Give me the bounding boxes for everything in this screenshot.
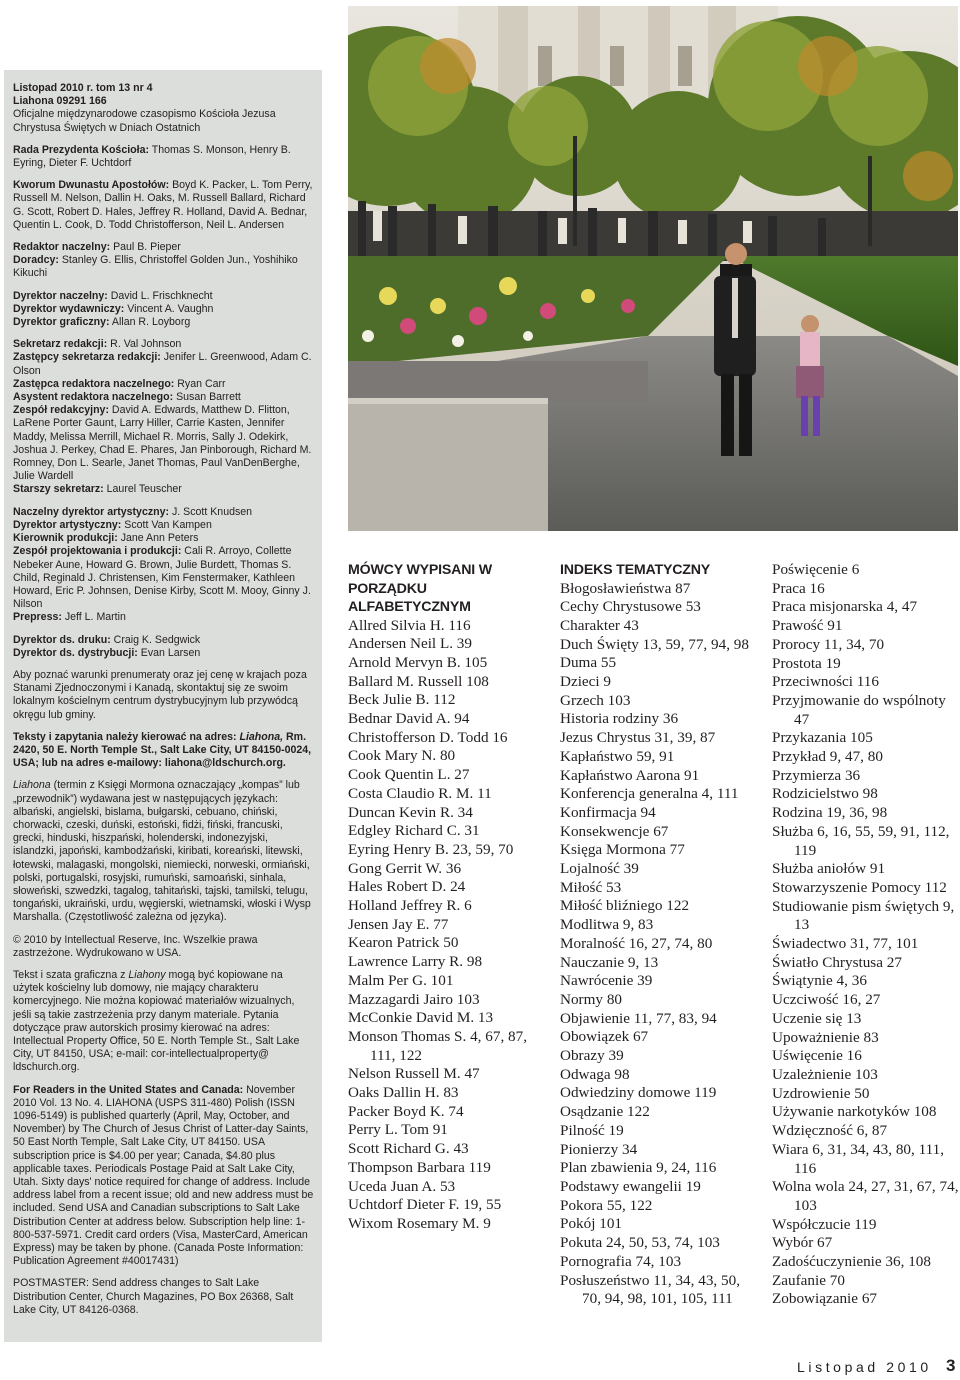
topic-entry: Pionierzy 34 xyxy=(560,1140,638,1158)
topic-entry: Przyjmowanie do wspólnoty 47 xyxy=(772,691,946,728)
speaker-entry: Jensen Jay E. 77 xyxy=(348,915,449,933)
topic-entry: Kapłaństwo Aarona 91 xyxy=(560,766,700,784)
topic-entry: Duma 55 xyxy=(560,654,617,672)
speaker-entry: Cook Quentin L. 27 xyxy=(348,766,470,784)
speaker-entry: Kearon Patrick 50 xyxy=(348,934,459,952)
speaker-entry: Eyring Henry B. 23, 59, 70 xyxy=(348,840,514,858)
managing-editor: Sekretarz redakcji: R. Val Johnson xyxy=(13,338,182,351)
speaker-entry: Nelson Russell M. 47 xyxy=(348,1065,480,1083)
speaker-entry: Thompson Barbara 119 xyxy=(348,1158,491,1176)
topic-entry: Charakter 43 xyxy=(560,616,639,634)
topic-entry: Światło Chrystusa 27 xyxy=(772,953,902,971)
topic-entry: Uzależnienie 103 xyxy=(772,1065,878,1083)
topic-entry: Konfirmacja 94 xyxy=(560,803,656,821)
editor: Redaktor naczelny: Paul B. Pieper xyxy=(13,241,181,254)
topic-entry: Stowarzyszenie Pomocy 112 xyxy=(772,878,947,896)
assistant-editor: Asystent redaktora naczelnego: Susan Barrett xyxy=(13,391,241,404)
speaker-entry: Holland Jeffrey R. 6 xyxy=(348,897,472,915)
topic-entry: Obrazy 39 xyxy=(560,1047,624,1065)
speaker-entry: Andersen Neil L. 39 xyxy=(348,635,472,653)
speaker-entry: Christofferson D. Todd 16 xyxy=(348,728,508,746)
topic-entry: Świadectwo 31, 77, 101 xyxy=(772,935,919,953)
managing-director: Dyrektor naczelny: David L. Frischknecht xyxy=(13,289,213,302)
topic-entry: Plan zbawienia 9, 24, 116 xyxy=(560,1159,717,1177)
speaker-entry: McConkie David M. 13 xyxy=(348,1009,494,1027)
topic-entry: Uświęcenie 16 xyxy=(772,1047,862,1065)
distribution-director: Dyrektor ds. dystrybucji: Evan Larsen xyxy=(13,646,201,659)
speakers-title-line-1: MÓWCY WYPISANI W xyxy=(348,562,492,578)
topic-entry: Obowiązek 67 xyxy=(560,1028,649,1046)
speaker-entry: Duncan Kevin R. 34 xyxy=(348,803,473,821)
topic-entry: Praca misjonarska 4, 47 xyxy=(772,598,918,616)
topic-entry: Przymierza 36 xyxy=(772,766,861,784)
temple-photo xyxy=(348,6,958,531)
speakers-list xyxy=(348,617,548,1234)
topic-entry: Rodzicielstwo 98 xyxy=(772,785,878,803)
topic-entry: Księga Mormona 77 xyxy=(560,841,685,859)
editorial-director: Dyrektor wydawniczy: Vincent A. Vaughn xyxy=(13,302,214,315)
topic-entry: Służba 6, 16, 55, 59, 91, 112, 119 xyxy=(772,822,950,859)
topic-entry: Konferencja generalna 4, 111 xyxy=(560,785,739,803)
topic-entry: Kapłaństwo 59, 91 xyxy=(560,747,675,765)
speaker-entry: Mazzagardi Jairo 103 xyxy=(348,990,480,1008)
speaker-entry: Monson Thomas S. 4, 67, 87, 111, 122 xyxy=(348,1027,528,1064)
topic-entry: Lojalność 39 xyxy=(560,860,639,878)
topics-index-column-1 xyxy=(560,561,760,1309)
topics-index-column-2 xyxy=(772,561,960,1309)
topic-entry: Normy 80 xyxy=(560,990,623,1008)
topic-entry: Wiara 6, 31, 34, 43, 80, 111, 116 xyxy=(772,1140,945,1177)
topic-entry: Podstawy ewangelii 19 xyxy=(560,1178,701,1195)
topic-entry: Osądzanie 122 xyxy=(560,1103,650,1121)
quorum-twelve: Kworum Dwunastu Apostołów: Boyd K. Packer, L. Tom Perry, Russell M. Nelson, Dallin H. Oaks, M. Russell Ballard, Richard G. Scott, Robert D. Hales, Jeffrey R. Holland, David A. Bednar, Quentin L. Cook, D. Todd Christofferson, Neil L. Andersen xyxy=(13,179,313,231)
speaker-entry: Lawrence Larry R. 98 xyxy=(348,953,483,971)
topic-entry: Uczciwość 16, 27 xyxy=(772,991,881,1009)
topic-entry: Uzdrowienie 50 xyxy=(772,1084,870,1102)
topic-entry: Jezus Chrystus 31, 39, 87 xyxy=(560,729,716,747)
postmaster: POSTMASTER: Send address changes to Salt Lake Distribution Center, Church Magazines, PO Box 26368, Salt Lake City, UT 84126-0368. xyxy=(13,1277,294,1316)
topic-entry: Odwiedziny domowe 119 xyxy=(560,1084,717,1102)
speaker-entry: Bednar David A. 94 xyxy=(348,710,470,728)
topic-entry: Poświęcenie 6 xyxy=(772,561,860,578)
topic-entry: Zaufanie 70 xyxy=(772,1271,845,1289)
topic-entry: Pilność 19 xyxy=(560,1121,624,1139)
topic-entry: Grzech 103 xyxy=(560,691,631,709)
speaker-entry: Hales Robert D. 24 xyxy=(348,878,466,896)
topics-title: INDEKS TEMATYCZNY xyxy=(560,562,711,578)
topic-entry: Konsekwencje 67 xyxy=(560,822,669,840)
topic-entry: Dzieci 9 xyxy=(560,673,612,691)
speaker-entry: Beck Julie B. 112 xyxy=(348,691,456,709)
topic-entry: Wolna wola 24, 27, 31, 67, 74, 103 xyxy=(772,1178,959,1214)
copy-permission: Tekst i szata graficzna z Liahony mogą być kopiowane na użytek kościelny lub domowy, nie mający charakteru komercyjnego. Nie można kopiować materiałów wizualnych, jeśli są takie zastrzeżenia przy danym materiale. Pytania dotyczące praw autorskich prosimy kierować na adres: Intellectual Property Office, 50 E. North Temple St., Salt Lake City, UT 84150, USA; e-mail: cor-intellectualproperty@ ldschurch.org. xyxy=(13,968,300,1074)
speaker-entry: Ballard M. Russell 108 xyxy=(348,672,489,690)
topic-entry: Nauczanie 9, 13 xyxy=(560,953,659,971)
topic-entry: Zobowiązanie 67 xyxy=(772,1290,878,1308)
speaker-entry: Allred Silvia H. 116 xyxy=(348,616,471,634)
topic-entry: Służba aniołów 91 xyxy=(772,860,886,878)
production-manager: Kierownik produkcji: Jane Ann Peters xyxy=(13,532,199,545)
issue-code: Liahona 09291 166 xyxy=(13,95,107,108)
topic-entry: Studiowanie pism świętych 9, 13 xyxy=(772,897,955,934)
speakers-title-line-2: PORZĄDKU ALFABETYCZNYM xyxy=(348,580,471,615)
topic-entry: Prostota 19 xyxy=(772,654,841,672)
page-number: 3 xyxy=(946,1356,956,1375)
topic-entry: Wybór 67 xyxy=(772,1234,833,1252)
topic-entry: Błogosławieństwa 87 xyxy=(560,579,691,597)
topic-entry: Pornografia 74, 103 xyxy=(560,1252,682,1270)
graphics-director: Dyrektor graficzny: Allan R. Loyborg xyxy=(13,316,191,329)
topic-entry: Pokora 55, 122 xyxy=(560,1196,653,1214)
design-production-staff: Zespół projektowania i produkcji: Cali R. Arroyo, Collette Nebeker Aune, Howard G. Brown, Julie Burdett, Thomas S. Child, Reginald J. Christensen, Kim Fenstermaker, Kathleen Howard, Eric P. Johnsen, Denise Kirby, Scott M. Mooy, Ginny J. Nilson xyxy=(13,545,311,611)
copyright: © 2010 by Intellectual Reserve, Inc. Wszelkie prawa zastrzeżone. Wydrukowano w USA. xyxy=(13,933,258,959)
first-presidency: Rada Prezydenta Kościoła: Thomas S. Monson, Henry B. Eyring, Dieter F. Uchtdorf xyxy=(13,143,291,170)
topic-entry: Przykład 9, 47, 80 xyxy=(772,748,883,766)
topic-entry: Modlitwa 9, 83 xyxy=(560,916,654,934)
editorial-staff: Zespół redakcyjny: David A. Edwards, Matthew D. Flitton, LaRene Porter Gaunt, Larry Hiller, Carrie Kasten, Jennifer Maddy, Melissa Merrill, Michael R. Morris, Sally J. Odekirk, Joshua J. Perkey, Chad E. Phares, Jan Pinborough, Richard M. Romney, Don L. Searle, Janet Thomas, Paul VanDenBerghe, Julie Wardell xyxy=(13,404,312,483)
topic-entry: Miłość bliźniego 122 xyxy=(560,897,690,915)
topic-entry: Rodzina 19, 36, 98 xyxy=(772,804,888,822)
speaker-entry: Packer Boyd K. 74 xyxy=(348,1102,464,1120)
topic-entry: Historia rodziny 36 xyxy=(560,710,679,728)
managing-art-director: Naczelny dyrektor artystyczny: J. Scott Knudsen xyxy=(13,505,253,518)
topic-entry: Nawrócenie 39 xyxy=(560,972,653,990)
speaker-entry: Oaks Dallin H. 83 xyxy=(348,1084,459,1102)
topic-entry: Używanie narkotyków 108 xyxy=(772,1103,937,1121)
topic-entry: Przeciwności 116 xyxy=(772,673,879,691)
printing-director: Dyrektor ds. druku: Craig K. Sedgwick xyxy=(13,633,201,646)
topic-entry: Praca 16 xyxy=(772,579,825,597)
topic-entry: Pokuta 24, 50, 53, 74, 103 xyxy=(560,1234,720,1252)
topic-entry: Zadośćuczynienie 36, 108 xyxy=(772,1253,931,1271)
topic-entry: Moralność 16, 27, 74, 80 xyxy=(560,934,713,952)
speaker-entry: Arnold Mervyn B. 105 xyxy=(348,653,488,671)
us-readers-info: For Readers in the United States and Canada: November 2010 Vol. 13 No. 4. LIAHONA (USPS 311-480) Polish (ISSN 1096-5149) is published quarterly (April, May, October, and November) by The Church of Jesus Christ of Latter-day Saints, 50 East North Temple, Salt Lake City, UT 84150. USA subscription price is $4.00 per year; Canada, $4.80 plus applicable taxes. Periodicals Postage Paid at Salt Lake City, Utah. Sixty days' notice required for change of address. Include address label from a recent issue; old and new address must be included. Send USA and Canadian subscriptions to Salt Lake Distribution Center at address below. Subscription help line: 1-800-537-5971. Credit card orders (Visa, MasterCard, American Express) may be taken by phone. (Canada Poste Information: Publication Agreement #40017431) xyxy=(13,1083,314,1268)
speaker-entry: Scott Richard G. 43 xyxy=(348,1140,469,1158)
magazine-description-2: Chrystusa Świętych w Dniach Ostatnich xyxy=(13,121,201,134)
topic-entry: Uczenie się 13 xyxy=(772,1009,862,1027)
topic-entry: Świątynie 4, 36 xyxy=(772,972,867,990)
topic-entry: Miłość 53 xyxy=(560,878,622,896)
senior-secretary: Starszy sekretarz: Laurel Teuscher xyxy=(13,483,182,496)
topic-entry: Objawienie 11, 77, 83, 94 xyxy=(560,1009,717,1027)
languages-info: Liahona (termin z Księgi Mormona oznaczający „kompas” lub „przewodnik”) wydawana jest w następujących językach: albański, angielski, bislama, bułgarski, cebuano, chiński, chorwacki, czeski, duński, estoński, fidżi, fiński, francuski, grecki, hinduski, hiszpański, holenderski, indonezyjski, islandzki, japoński, kambodżański, kiribati, koreański, litewski, łotewski, malagaski, mongolski, niemiecki, norweski, ormiański, polski, portugalski, rosyjski, rumuński, samoański, sinhala, słoweński, szwedzki, tagalog, tahitański, tajski, tamilski, telugu, tongański, ukraiński, urdu, węgierski, wietnamski, włoski i Wysp Marshalla. (Częstotliwość zależna od języka). xyxy=(13,779,311,924)
topic-entry: Posłuszeństwo 11, 34, 43, 50, 70, 94, 98, 101, 105, 111 xyxy=(560,1271,741,1308)
speaker-entry: Edgley Richard C. 31 xyxy=(348,822,480,840)
speakers-index xyxy=(348,561,548,1234)
speaker-entry: Costa Claudio R. M. 11 xyxy=(348,784,492,802)
issue-line: Listopad 2010 r. tom 13 nr 4 xyxy=(13,82,153,94)
contact-info: Teksty i zapytania należy kierować na adres: Liahona, Rm. 2420, 50 E. North Temple St., Salt Lake City, UT 84150-0024, USA; lub na adres e-mailowy: liahona@ldschurch.org. xyxy=(13,730,312,770)
subscription-info: Aby poznać warunki prenumeraty oraz jej cenę w krajach poza Stanami Zjednoczonymi i Kanadą, skontaktuj się ze swoim lokalnym kościelnym centrum dystrybucyjnym lub przywódcą okręgu lub gminy. xyxy=(13,668,307,721)
speaker-entry: Malm Per G. 101 xyxy=(348,971,454,989)
speaker-entry: Gong Gerrit W. 36 xyxy=(348,859,462,877)
footer-month: Listopad 2010 xyxy=(797,1359,932,1375)
speaker-entry: Wixom Rosemary M. 9 xyxy=(348,1215,491,1232)
topic-entry: Współczucie 119 xyxy=(772,1215,877,1233)
deputy-managing-editor: Zastępca redaktora naczelnego: Ryan Carr xyxy=(13,377,226,390)
speaker-entry: Perry L. Tom 91 xyxy=(348,1121,448,1139)
magazine-description-1: Oficjalne międzynarodowe czasopismo Kościoła Jezusa xyxy=(13,108,276,121)
topic-entry: Prorocy 11, 34, 70 xyxy=(772,635,885,653)
advisers: Doradcy: Stanley G. Ellis, Christoffel Golden Jun., Yoshihiko Kikuchi xyxy=(13,254,298,280)
topic-entry: Cechy Chrystusowe 53 xyxy=(560,598,701,616)
speaker-entry: Uchtdorf Dieter F. 19, 55 xyxy=(348,1196,502,1214)
prepress: Prepress: Jeff L. Martin xyxy=(13,611,126,624)
speaker-entry: Uceda Juan A. 53 xyxy=(348,1177,456,1195)
topics-list-2 xyxy=(772,561,960,1309)
topic-entry: Wdzięczność 6, 87 xyxy=(772,1122,888,1140)
topics-list-1 xyxy=(560,580,760,1309)
masthead-column xyxy=(4,70,322,1342)
topic-entry: Duch Święty 13, 59, 77, 94, 98 xyxy=(560,635,749,653)
topic-entry: Pokój 101 xyxy=(560,1215,623,1233)
topic-entry: Upoważnienie 83 xyxy=(772,1028,879,1046)
topic-entry: Prawość 91 xyxy=(772,617,843,635)
topic-entry: Odwaga 98 xyxy=(560,1065,630,1083)
topic-entry: Przykazania 105 xyxy=(772,729,873,747)
speaker-entry: Cook Mary N. 80 xyxy=(348,747,456,765)
art-director: Dyrektor artystyczny: Scott Van Kampen xyxy=(13,518,212,531)
assistant-managing-editors: Zastępcy sekretarza redakcji: Jenifer L. Greenwood, Adam C. Olson xyxy=(13,351,312,377)
